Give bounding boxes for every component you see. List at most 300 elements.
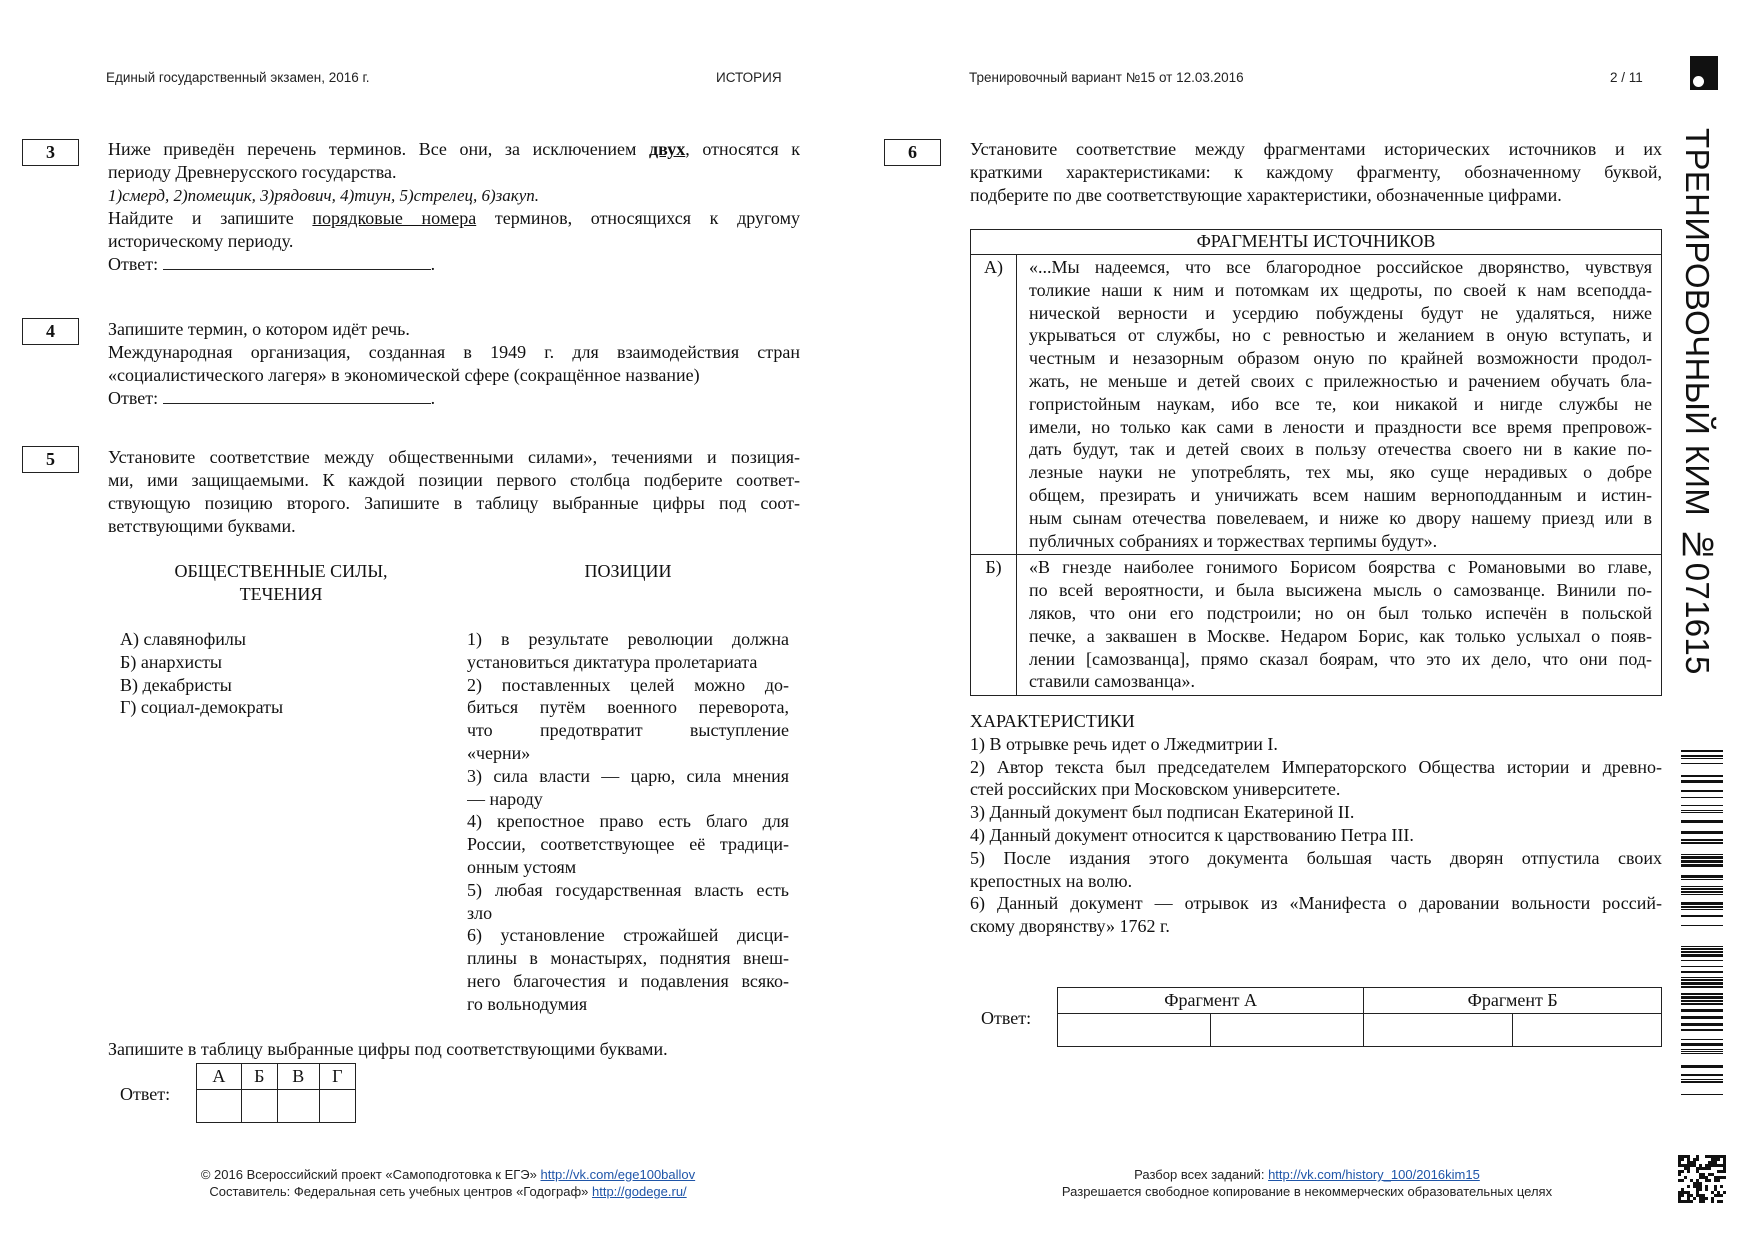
barcode-bar bbox=[1681, 888, 1723, 890]
fragment-line: дать будут, так и детей своих в пользу отечества своего ни в какие по- bbox=[1029, 439, 1652, 460]
position-item bbox=[467, 628, 789, 674]
qr-module bbox=[1678, 1173, 1681, 1176]
task-4-text bbox=[108, 318, 800, 387]
qr-module bbox=[1711, 1155, 1714, 1158]
qr-module bbox=[1708, 1173, 1711, 1176]
forces-header-line: ОБЩЕСТВЕННЫЕ СИЛЫ, bbox=[174, 561, 388, 581]
qr-module bbox=[1681, 1170, 1684, 1173]
qr-module bbox=[1696, 1155, 1699, 1158]
qr-module bbox=[1687, 1167, 1690, 1170]
barcode-bar bbox=[1681, 1023, 1723, 1026]
barcode-bar bbox=[1681, 1016, 1723, 1019]
barcode-bar bbox=[1681, 812, 1723, 813]
barcode-bar bbox=[1681, 1000, 1723, 1002]
qr-module bbox=[1699, 1167, 1702, 1170]
qr-module bbox=[1714, 1158, 1717, 1161]
qr-module bbox=[1687, 1191, 1690, 1194]
answer-cell[interactable] bbox=[197, 1090, 242, 1123]
qr-module bbox=[1696, 1179, 1699, 1182]
qr-module bbox=[1693, 1197, 1696, 1200]
task-6-line: подберите по две соответствующие характеристики, обозначенные цифрами. bbox=[970, 185, 1562, 205]
task-6-line: Установите соответствие между фрагментами исторических источников и их bbox=[970, 139, 1662, 159]
qr-module bbox=[1717, 1158, 1720, 1161]
qr-module bbox=[1699, 1173, 1702, 1176]
barcode-bar bbox=[1681, 971, 1723, 973]
fragment-line: укрываться от службы, но с ревностью и желанием в оную вступать, и bbox=[1029, 325, 1652, 346]
qr-module bbox=[1681, 1158, 1684, 1161]
qr-module bbox=[1702, 1167, 1705, 1170]
positions-column-header: ПОЗИЦИИ bbox=[584, 561, 672, 581]
qr-module bbox=[1690, 1194, 1693, 1197]
qr-module bbox=[1690, 1200, 1693, 1203]
qr-module bbox=[1687, 1197, 1690, 1200]
footer-link-godege[interactable]: http://godege.ru/ bbox=[591, 1184, 687, 1199]
qr-module bbox=[1717, 1191, 1720, 1194]
qr-module bbox=[1696, 1191, 1699, 1194]
qr-module bbox=[1687, 1155, 1690, 1158]
qr-module bbox=[1714, 1176, 1717, 1179]
qr-module bbox=[1681, 1155, 1684, 1158]
footer-link-history[interactable]: http://vk.com/history_100/2016kim15 bbox=[1268, 1167, 1480, 1182]
position-item bbox=[467, 674, 789, 765]
qr-module bbox=[1711, 1191, 1714, 1194]
fragment-line: печке, а заквашен в Москве. Недаром Борис, как только услыхал о появ- bbox=[1029, 625, 1652, 646]
fragment-line: «В гнезде наиболее гонимого Борисом боярства с Романовыми во главе, bbox=[1029, 557, 1652, 578]
qr-module bbox=[1702, 1194, 1705, 1197]
qr-module bbox=[1693, 1185, 1696, 1188]
barcode-bar bbox=[1681, 977, 1723, 978]
answer-cell[interactable] bbox=[277, 1090, 319, 1123]
barcode-bar bbox=[1681, 891, 1723, 893]
task-5-line: ми, ими защищаемыми. К каждой позиции первого столбца подберите соответ- bbox=[108, 470, 800, 490]
footer-copying-note: Разрешается свободное копирование в некоммерческих образовательных целях bbox=[1061, 1184, 1553, 1199]
qr-module bbox=[1723, 1161, 1726, 1164]
task-5-answer-table bbox=[196, 1063, 356, 1123]
footer-link-vk[interactable]: http://vk.com/ege100ballov bbox=[540, 1167, 696, 1182]
qr-module bbox=[1717, 1200, 1720, 1203]
task-5-text bbox=[108, 446, 800, 538]
barcode-bar bbox=[1681, 842, 1723, 844]
barcode-bar bbox=[1681, 1043, 1723, 1046]
barcode-bar bbox=[1681, 875, 1723, 878]
force-item: В) декабристы bbox=[120, 674, 232, 695]
header-exam: Единый государственный экзамен, 2016 г. bbox=[106, 70, 370, 85]
characteristics-title: ХАРАКТЕРИСТИКИ bbox=[970, 711, 1135, 731]
fragments-table-header: ФРАГМЕНТЫ ИСТОЧНИКОВ bbox=[971, 230, 1662, 255]
answer-cell[interactable] bbox=[241, 1090, 277, 1123]
position-line: 2) поставленных целей можно до- bbox=[467, 674, 789, 695]
characteristic-line: скому дворянству» 1762 г. bbox=[970, 916, 1170, 937]
barcode-bar bbox=[1681, 960, 1723, 961]
fragment-letter: Б) bbox=[971, 555, 1017, 696]
position-item bbox=[467, 879, 789, 925]
position-line: го вольнодумия bbox=[467, 993, 588, 1014]
task-3-answer-field[interactable] bbox=[163, 253, 431, 270]
task-4-line: «социалистического лагеря» в экономической сфере (сокращённое название) bbox=[108, 365, 700, 385]
task-6-text bbox=[970, 138, 1662, 207]
qr-module bbox=[1678, 1164, 1681, 1167]
qr-module bbox=[1711, 1164, 1714, 1167]
task-3-underlined: порядковые номера bbox=[312, 208, 477, 228]
qr-module bbox=[1696, 1158, 1699, 1161]
answer-label: Ответ: bbox=[981, 1008, 1032, 1028]
task-4-answer-field[interactable] bbox=[163, 387, 431, 404]
barcode-bar bbox=[1681, 797, 1723, 798]
task-5-line: ветствующими буквами. bbox=[108, 516, 296, 536]
logo-mark bbox=[1690, 56, 1718, 90]
qr-module bbox=[1687, 1200, 1690, 1203]
footer-author: Составитель: Федеральная сеть учебных центров «Годограф» bbox=[209, 1184, 592, 1199]
characteristic-item bbox=[970, 801, 1662, 824]
fragment-line: лезные науки не употреблять, тех мы, яко суще нерадивых о добре bbox=[1029, 462, 1652, 483]
barcode-bar bbox=[1681, 925, 1723, 926]
qr-module bbox=[1711, 1173, 1714, 1176]
qr-module bbox=[1681, 1191, 1684, 1194]
characteristic-line: 2) Автор текста был председателем Императорского Общества истории и древно- bbox=[970, 756, 1662, 777]
characteristic-line: 4) Данный документ относится к царствованию Петра III. bbox=[970, 824, 1414, 845]
qr-module bbox=[1723, 1170, 1726, 1173]
qr-module bbox=[1696, 1188, 1699, 1191]
position-line: 4) крепостное право есть благо для bbox=[467, 811, 789, 832]
barcode-bar bbox=[1681, 906, 1723, 908]
qr-module bbox=[1684, 1191, 1687, 1194]
barcode-bar bbox=[1681, 1003, 1723, 1005]
qr-module bbox=[1678, 1194, 1681, 1197]
qr-module bbox=[1681, 1200, 1684, 1203]
barcode-bar bbox=[1681, 1039, 1723, 1040]
qr-module bbox=[1681, 1194, 1684, 1197]
barcode-bar bbox=[1681, 805, 1723, 806]
force-item: А) славянофилы bbox=[120, 629, 246, 649]
qr-module bbox=[1705, 1185, 1708, 1188]
position-line: «черни» bbox=[467, 742, 531, 763]
qr-module bbox=[1717, 1176, 1720, 1179]
qr-module bbox=[1681, 1164, 1684, 1167]
qr-module bbox=[1717, 1194, 1720, 1197]
task-4 bbox=[108, 318, 800, 410]
fragment-row-a bbox=[971, 255, 1662, 555]
qr-module bbox=[1705, 1167, 1708, 1170]
forces-header-line: ТЕЧЕНИЯ bbox=[239, 584, 323, 604]
qr-module bbox=[1678, 1200, 1681, 1203]
forces-list bbox=[120, 628, 283, 719]
position-line: 5) любая государственная власть есть bbox=[467, 879, 789, 900]
task-3-line bbox=[108, 138, 800, 161]
characteristic-line: 1) В отрывке речь идет о Лжедмитрии I. bbox=[970, 733, 1278, 754]
answer-column-header: А bbox=[197, 1064, 242, 1090]
characteristic-item bbox=[970, 824, 1662, 847]
qr-code bbox=[1678, 1155, 1726, 1203]
barcode-bar bbox=[1681, 1051, 1723, 1052]
qr-module bbox=[1684, 1200, 1687, 1203]
position-line: что предотвратит выступление bbox=[467, 720, 789, 741]
qr-module bbox=[1693, 1164, 1696, 1167]
position-line: онным устоям bbox=[467, 856, 577, 877]
qr-module bbox=[1696, 1170, 1699, 1173]
qr-module bbox=[1684, 1155, 1687, 1158]
footer-analysis: Разбор всех заданий: bbox=[1134, 1167, 1269, 1182]
footer-copyright: © 2016 Всероссийский проект «Самоподготовка к ЕГЭ» bbox=[200, 1167, 541, 1182]
task-number-6: 6 bbox=[884, 139, 941, 166]
qr-module bbox=[1714, 1155, 1717, 1158]
task-3-line: периоду Древнерусского государства. bbox=[108, 162, 397, 182]
qr-module bbox=[1723, 1176, 1726, 1179]
qr-module bbox=[1687, 1158, 1690, 1161]
qr-module bbox=[1699, 1185, 1702, 1188]
barcode-bar bbox=[1681, 993, 1723, 995]
qr-module bbox=[1687, 1161, 1690, 1164]
barcode-bar bbox=[1681, 1049, 1723, 1050]
barcode-bar bbox=[1681, 946, 1723, 947]
qr-module bbox=[1687, 1170, 1690, 1173]
qr-module bbox=[1696, 1194, 1699, 1197]
barcode-bar bbox=[1681, 948, 1723, 950]
barcode-bar bbox=[1681, 1029, 1723, 1031]
characteristic-line: 6) Данный документ — отрывок из «Манифеста о даровании вольности россий- bbox=[970, 893, 1662, 914]
fragment-line: ным сынам отечества повелеваем, и ниже ко двору нашему приезд или в bbox=[1029, 507, 1652, 528]
task-3-text: Ниже приведён перечень терминов. Все они, за исключением bbox=[108, 139, 649, 159]
qr-module bbox=[1690, 1161, 1693, 1164]
qr-module bbox=[1702, 1173, 1705, 1176]
position-item bbox=[467, 765, 789, 811]
qr-module bbox=[1708, 1164, 1711, 1167]
qr-module bbox=[1678, 1170, 1681, 1173]
qr-module bbox=[1705, 1155, 1708, 1158]
header-page-number: 2 / 11 bbox=[1610, 70, 1643, 85]
footer-line bbox=[148, 1183, 748, 1200]
answer-cell[interactable] bbox=[1211, 1014, 1364, 1047]
position-line: 3) сила власти — царю, сила мнения bbox=[467, 765, 789, 786]
qr-module bbox=[1717, 1155, 1720, 1158]
answer-label: Ответ: bbox=[108, 254, 159, 274]
fragment-line: публичных собраниях и торжествах терпимы будут». bbox=[1029, 530, 1438, 551]
header-variant: Тренировочный вариант №15 от 12.03.2016 bbox=[969, 70, 1244, 85]
qr-module bbox=[1678, 1197, 1681, 1200]
qr-module bbox=[1687, 1164, 1690, 1167]
qr-module bbox=[1720, 1194, 1723, 1197]
qr-module bbox=[1720, 1176, 1723, 1179]
task-5-line: ствующую позицию второго. Запишите в таблицу выбранные цифры под соот- bbox=[108, 493, 800, 513]
positions-list bbox=[467, 628, 789, 1016]
qr-module bbox=[1705, 1176, 1708, 1179]
barcode-bar bbox=[1681, 966, 1723, 967]
barcode bbox=[1681, 750, 1723, 1102]
qr-module bbox=[1711, 1200, 1714, 1203]
qr-module bbox=[1678, 1155, 1681, 1158]
qr-module bbox=[1690, 1179, 1693, 1182]
force-item: Б) анархисты bbox=[120, 651, 223, 672]
qr-module bbox=[1720, 1170, 1723, 1173]
fragment-line: ставили самозванца». bbox=[1029, 671, 1196, 692]
qr-module bbox=[1681, 1188, 1684, 1191]
qr-module bbox=[1720, 1155, 1723, 1158]
barcode-bar bbox=[1681, 894, 1723, 895]
barcode-bar bbox=[1681, 986, 1723, 988]
characteristic-item bbox=[970, 733, 1662, 756]
qr-module bbox=[1690, 1164, 1693, 1167]
fragment-line: лении [самозванца], прямо сказал боярам, что это их дело, что они под- bbox=[1029, 648, 1652, 669]
qr-module bbox=[1720, 1200, 1723, 1203]
barcode-bar bbox=[1681, 775, 1723, 777]
fragment-row-b bbox=[971, 555, 1662, 696]
qr-module bbox=[1723, 1167, 1726, 1170]
barcode-bar bbox=[1681, 886, 1723, 887]
qr-module bbox=[1678, 1161, 1681, 1164]
fragments-table bbox=[970, 229, 1662, 696]
qr-module bbox=[1696, 1185, 1699, 1188]
qr-module bbox=[1705, 1164, 1708, 1167]
barcode-bar bbox=[1681, 996, 1723, 999]
qr-module bbox=[1678, 1179, 1681, 1182]
task-6-answer-table bbox=[1057, 987, 1662, 1047]
qr-module bbox=[1723, 1164, 1726, 1167]
barcode-bar bbox=[1681, 1079, 1723, 1080]
footer-right bbox=[1007, 1166, 1607, 1200]
footer-left bbox=[148, 1166, 748, 1200]
answer-column-header: В bbox=[277, 1064, 319, 1090]
barcode-bar bbox=[1681, 1053, 1723, 1054]
task-4-line: Международная организация, созданная в 1949 г. для взаимодействия стран bbox=[108, 342, 800, 362]
qr-module bbox=[1687, 1194, 1690, 1197]
barcode-bar bbox=[1681, 951, 1723, 953]
qr-module bbox=[1705, 1197, 1708, 1200]
qr-module bbox=[1723, 1158, 1726, 1161]
task-3-text: , относятся к bbox=[685, 139, 800, 159]
qr-module bbox=[1714, 1179, 1717, 1182]
qr-module bbox=[1678, 1191, 1681, 1194]
qr-module bbox=[1696, 1182, 1699, 1185]
characteristic-line: крепостных на волю. bbox=[970, 870, 1133, 891]
fragment-text bbox=[1017, 555, 1662, 696]
characteristic-line: стей российских при Московском университете. bbox=[970, 779, 1341, 800]
answer-label: Ответ: bbox=[108, 388, 159, 408]
qr-module bbox=[1720, 1164, 1723, 1167]
barcode-bar bbox=[1681, 839, 1723, 841]
position-item bbox=[467, 924, 789, 1015]
barcode-bar bbox=[1681, 790, 1723, 792]
fragment-line: нической верности и усердию побуждены будут не удаляться, ниже bbox=[1029, 302, 1652, 323]
barcode-bar bbox=[1681, 1094, 1723, 1095]
position-line: 6) установление строжайшей дисци- bbox=[467, 925, 789, 946]
answer-cell[interactable] bbox=[1364, 1014, 1513, 1047]
position-line: зло bbox=[467, 902, 493, 923]
task-4-line: Запишите термин, о котором идёт речь. bbox=[108, 319, 410, 339]
qr-module bbox=[1699, 1194, 1702, 1197]
position-line: него благочестия и подавления всяко- bbox=[467, 970, 789, 991]
position-line: 1) в результате революции должна bbox=[467, 629, 789, 649]
barcode-bar bbox=[1681, 810, 1723, 811]
answer-column-header: Б bbox=[241, 1064, 277, 1090]
qr-module bbox=[1699, 1197, 1702, 1200]
qr-module bbox=[1717, 1164, 1720, 1167]
qr-module bbox=[1723, 1155, 1726, 1158]
qr-module bbox=[1714, 1161, 1717, 1164]
qr-module bbox=[1699, 1182, 1702, 1185]
answer-cell[interactable] bbox=[1513, 1014, 1662, 1047]
answer-cell[interactable] bbox=[319, 1090, 355, 1123]
qr-module bbox=[1708, 1167, 1711, 1170]
barcode-bar bbox=[1681, 780, 1723, 783]
qr-module bbox=[1702, 1197, 1705, 1200]
position-line: плины в монастырях, поднятия внеш- bbox=[467, 948, 789, 969]
qr-module bbox=[1684, 1167, 1687, 1170]
qr-module bbox=[1711, 1158, 1714, 1161]
characteristics-list bbox=[970, 733, 1662, 938]
barcode-bar bbox=[1681, 909, 1723, 910]
answer-label: Ответ: bbox=[120, 1084, 171, 1104]
fragment-line: «...Мы надеемся, что все благородное российское дворянство, чувствуя bbox=[1029, 257, 1652, 277]
task-3-text: терминов, относящихся к другому bbox=[476, 208, 800, 228]
qr-module bbox=[1687, 1185, 1690, 1188]
fragment-line: общем, презирать и уничижать всем нашим верноподданным и истин- bbox=[1029, 484, 1652, 505]
answer-column-header: Г bbox=[319, 1064, 355, 1090]
task-number-4: 4 bbox=[22, 318, 79, 345]
task-3-line: историческому периоду. bbox=[108, 231, 294, 251]
position-line: России, соответствующее её традици- bbox=[467, 834, 789, 855]
side-kim-label: ТРЕНИРОВОЧНЫЙ КИМ №071615 bbox=[1679, 128, 1716, 675]
fragment-line: гопристойным наукам, ибо все те, кои никакой и нигде службы не bbox=[1029, 393, 1652, 414]
qr-module bbox=[1696, 1167, 1699, 1170]
task-3-text: Найдите и запишите bbox=[108, 208, 313, 228]
task-number-3: 3 bbox=[22, 139, 79, 166]
qr-module bbox=[1723, 1191, 1726, 1194]
barcode-bar bbox=[1681, 979, 1723, 981]
qr-module bbox=[1708, 1179, 1711, 1182]
answer-cell[interactable] bbox=[1058, 1014, 1211, 1047]
task-3-emphasis: двух bbox=[649, 139, 686, 159]
qr-module bbox=[1684, 1176, 1687, 1179]
task-3-answer: Ответ: . bbox=[108, 254, 436, 274]
characteristic-item bbox=[970, 892, 1662, 938]
barcode-bar bbox=[1681, 758, 1723, 759]
qr-module bbox=[1714, 1164, 1717, 1167]
qr-module bbox=[1708, 1161, 1711, 1164]
qr-module bbox=[1693, 1158, 1696, 1161]
qr-module bbox=[1705, 1179, 1708, 1182]
qr-module bbox=[1699, 1176, 1702, 1179]
header-subject: ИСТОРИЯ bbox=[716, 70, 782, 85]
barcode-bar bbox=[1681, 1081, 1723, 1083]
qr-module bbox=[1678, 1158, 1681, 1161]
task-4-answer: Ответ: . bbox=[108, 388, 436, 408]
characteristic-line: 3) Данный документ был подписан Екатериной II. bbox=[970, 802, 1355, 823]
qr-module bbox=[1708, 1155, 1711, 1158]
barcode-bar bbox=[1681, 879, 1723, 880]
forces-column-header bbox=[141, 560, 421, 606]
position-item bbox=[467, 810, 789, 878]
qr-module bbox=[1714, 1188, 1717, 1191]
qr-module bbox=[1684, 1164, 1687, 1167]
barcode-bar bbox=[1681, 982, 1723, 985]
fragment-text bbox=[1017, 255, 1662, 555]
qr-module bbox=[1699, 1200, 1702, 1203]
qr-module bbox=[1705, 1188, 1708, 1191]
qr-module bbox=[1714, 1194, 1717, 1197]
qr-module bbox=[1702, 1176, 1705, 1179]
barcode-bar bbox=[1681, 1009, 1723, 1012]
characteristic-item bbox=[970, 756, 1662, 802]
barcode-bar bbox=[1681, 902, 1723, 905]
characteristics bbox=[970, 710, 1662, 938]
task-5-line: Установите соответствие между общественными силами», течениями и позиция- bbox=[108, 447, 800, 467]
qr-module bbox=[1681, 1179, 1684, 1182]
fragment-line: жать, не меньше и детей своих с прилежностью и рачением обучать бла- bbox=[1029, 370, 1652, 391]
barcode-bar bbox=[1681, 1074, 1723, 1076]
barcode-bar bbox=[1681, 755, 1723, 757]
barcode-bar bbox=[1681, 954, 1723, 957]
task-3 bbox=[108, 138, 800, 276]
qr-module bbox=[1693, 1182, 1696, 1185]
